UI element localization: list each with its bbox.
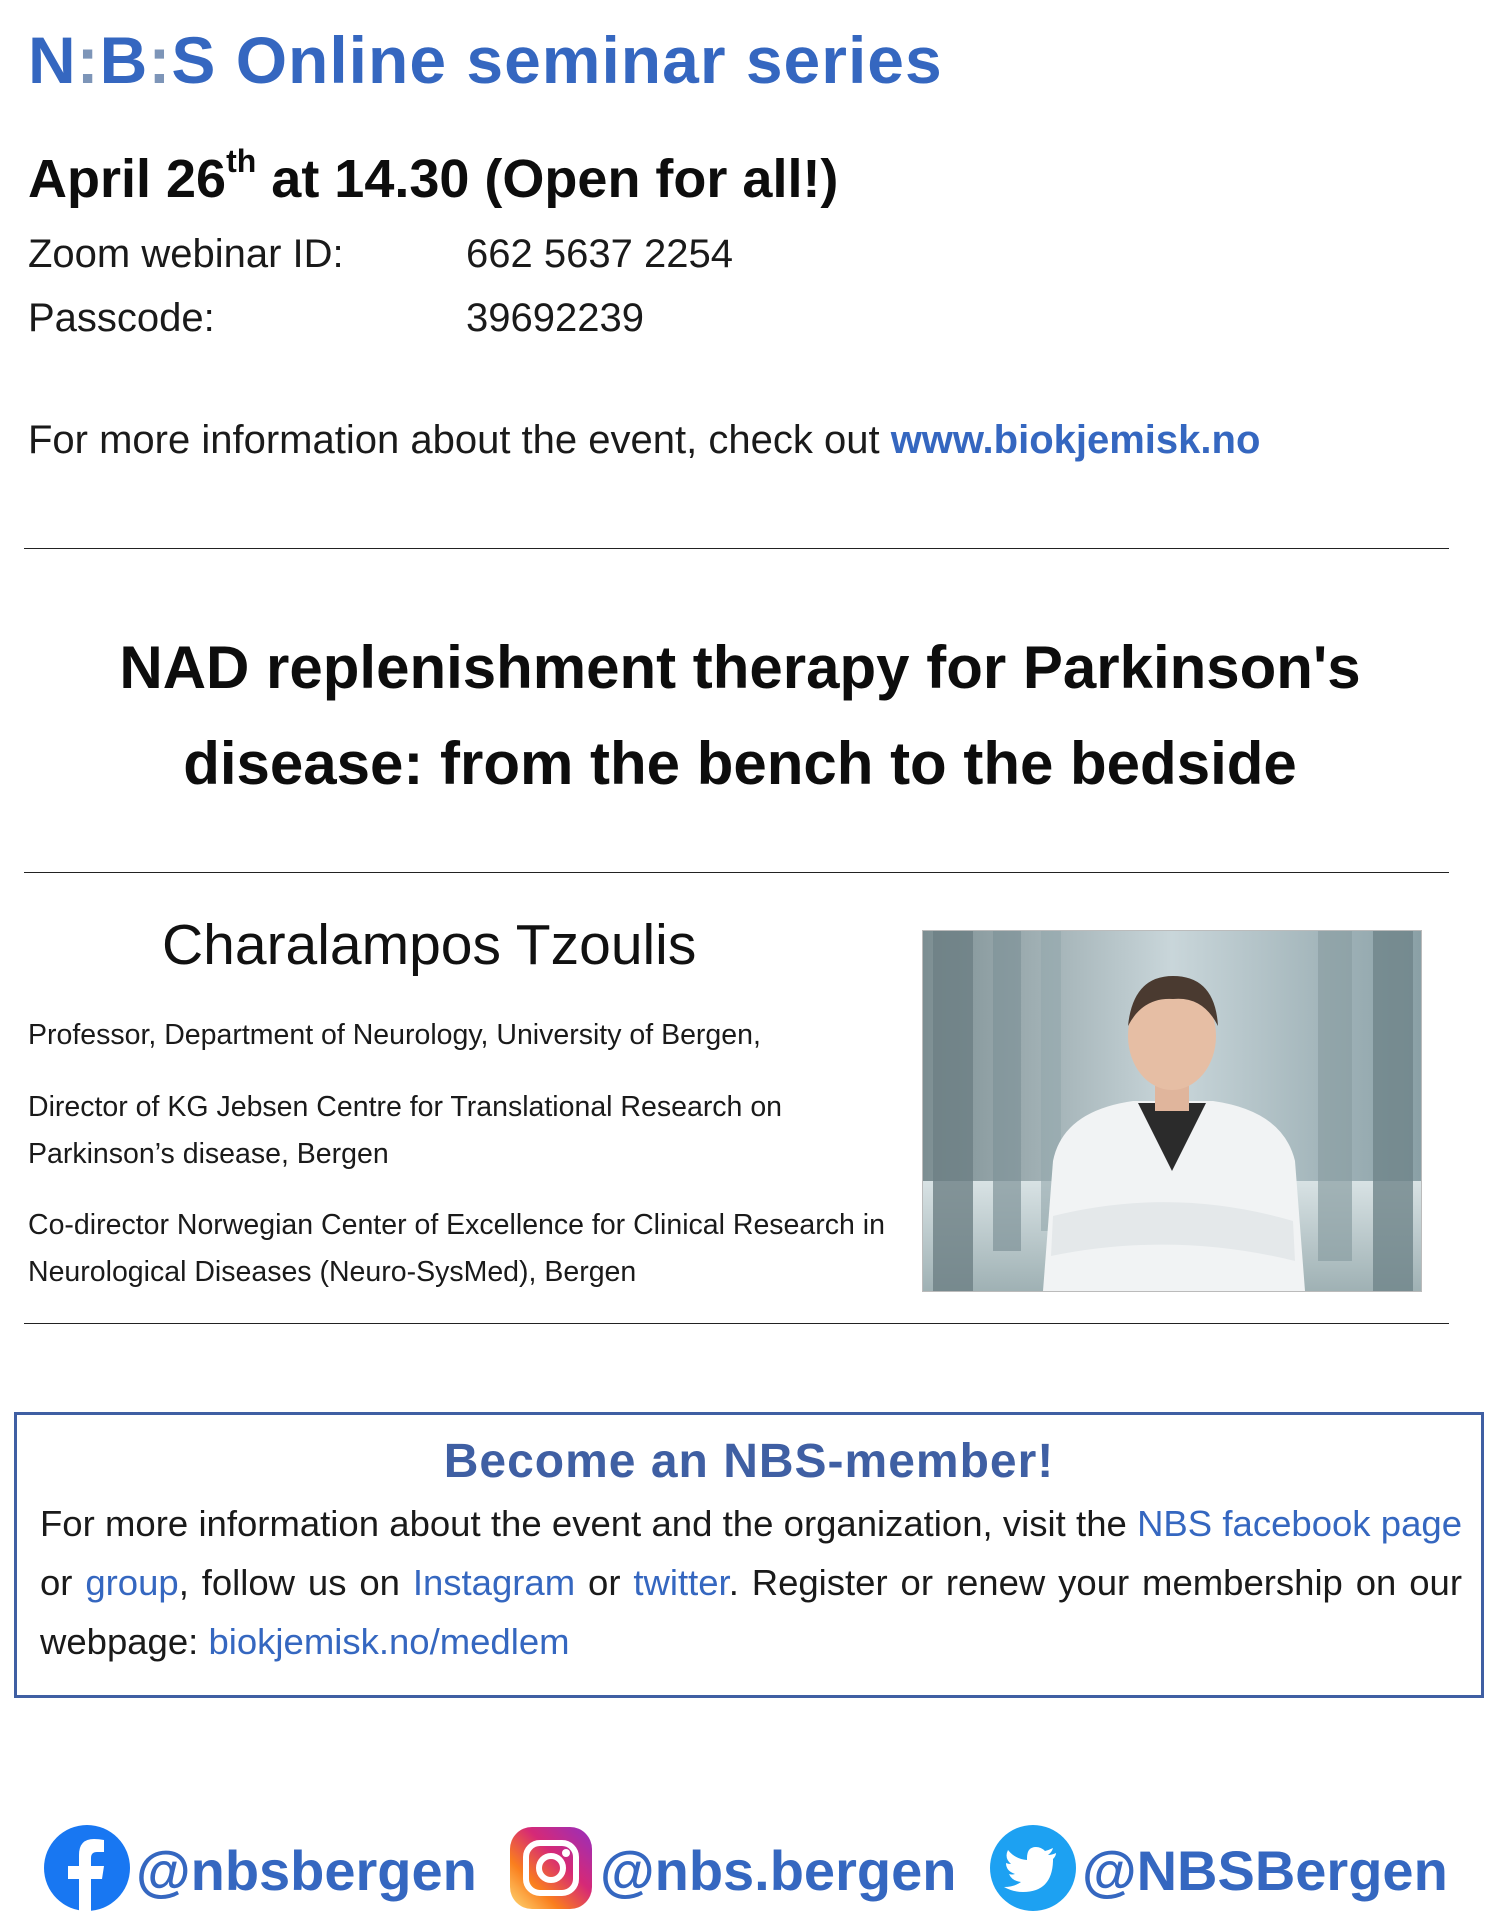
passcode-value: 39692239	[466, 296, 644, 340]
zoom-id-value: 662 5637 2254	[466, 232, 733, 276]
instagram-handle: @nbs.bergen	[600, 1838, 957, 1902]
event-date: April 26th at 14.30 (Open for all!)	[28, 143, 839, 209]
divider-bottom	[24, 1323, 1449, 1324]
speaker-affiliation-1: Professor, Department of Neurology, University of Bergen,	[28, 1019, 761, 1051]
facebook-page-link[interactable]: NBS facebook page	[1137, 1503, 1463, 1544]
twitter-icon	[990, 1825, 1076, 1916]
talk-title	[40, 620, 1440, 812]
event-info-line: For more information about the event, check out www.biokjemisk.no	[28, 418, 1261, 462]
social-facebook[interactable]	[44, 1820, 477, 1920]
membership-text: For more information about the event and the organization, visit the NBS facebook page or group, follow us on Instagram or twitter. Register or renew your membership on our webpage: biokjemisk.no/medlem	[40, 1503, 1463, 1662]
talk-title-line-1: NAD replenishment therapy for Parkinson's	[119, 634, 1361, 701]
speaker-photo	[922, 930, 1422, 1292]
twitter-link[interactable]: twitter	[633, 1562, 729, 1603]
divider-top	[24, 548, 1449, 549]
speaker-name: Charalampos Tzoulis	[162, 913, 697, 977]
series-title: N:B:S Online seminar series	[28, 23, 943, 97]
facebook-icon	[44, 1825, 130, 1916]
passcode-label: Passcode:	[28, 296, 215, 340]
speaker-affiliation-2: Director of KG Jebsen Centre for Translational Research on Parkinson’s disease, Bergen	[28, 1091, 783, 1170]
instagram-icon	[508, 1825, 594, 1916]
zoom-id-label: Zoom webinar ID:	[28, 232, 344, 276]
social-twitter[interactable]	[990, 1820, 1448, 1920]
talk-title-line-2: disease: from the bench to the bedside	[183, 730, 1297, 797]
social-instagram[interactable]	[508, 1820, 956, 1920]
facebook-group-link[interactable]: group	[85, 1562, 179, 1603]
instagram-link[interactable]: Instagram	[412, 1562, 576, 1603]
membership-link[interactable]: biokjemisk.no/medlem	[208, 1621, 570, 1662]
twitter-handle: @NBSBergen	[1082, 1838, 1448, 1902]
website-link[interactable]: www.biokjemisk.no	[890, 418, 1261, 462]
speaker-affiliation-3: Co-director Norwegian Center of Excellence for Clinical Research in Neurological Diseases (Neuro-SysMed), Bergen	[28, 1209, 885, 1288]
facebook-handle: @nbsbergen	[136, 1838, 477, 1902]
divider-middle	[24, 872, 1449, 873]
membership-title: Become an NBS-member!	[443, 1435, 1055, 1488]
